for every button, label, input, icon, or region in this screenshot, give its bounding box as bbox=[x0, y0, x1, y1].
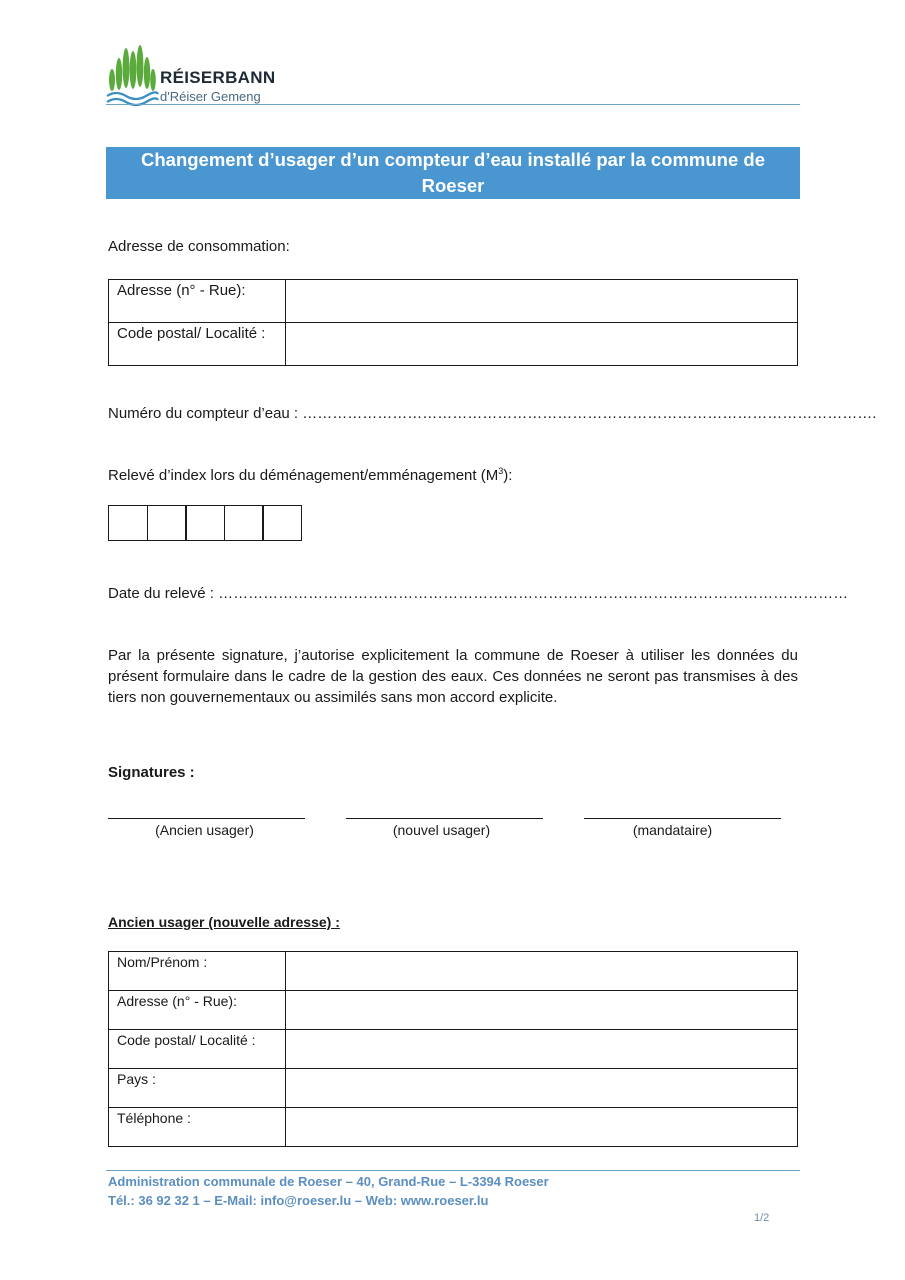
former-phone-field[interactable] bbox=[286, 1108, 798, 1147]
index-reading-label bbox=[108, 466, 512, 484]
table-row bbox=[109, 323, 798, 366]
footer-address: Administration communale de Roeser – 40, Grand-Rue – L-3394 Roeser bbox=[108, 1174, 549, 1189]
consent-paragraph: Par la présente signature, j’autorise explicitement la commune de Roeser à utiliser les données du présent formulaire dans le cadre de la gestion des eaux. Ces données ne seront pas transmises à des tiers non gouvernementaux ou assimilés sans mon accord explicite. bbox=[108, 647, 798, 706]
logo-name: RÉISERBANN bbox=[160, 68, 276, 87]
signature-caption-former-user: (Ancien usager) bbox=[155, 822, 254, 838]
index-digit-box[interactable] bbox=[108, 505, 148, 541]
table-row bbox=[109, 1069, 798, 1108]
footer-rule bbox=[106, 1170, 800, 1171]
trees-logo-icon bbox=[106, 52, 158, 108]
former-user-title: Ancien usager (nouvelle adresse) : bbox=[108, 914, 340, 930]
footer-contact: Tél.: 36 92 32 1 – E-Mail: info@roeser.lu – Web: www.roeser.lu bbox=[108, 1193, 489, 1208]
signature-line-representative[interactable] bbox=[584, 818, 781, 819]
address-street-label: Adresse (n° - Rue): bbox=[109, 280, 286, 323]
header-rule bbox=[106, 104, 800, 105]
form-title: Changement d’usager d’un compteur d’eau installé par la commune de Roeser bbox=[141, 149, 765, 196]
commune-logo bbox=[106, 52, 306, 108]
index-digit-box[interactable] bbox=[224, 505, 264, 541]
table-row bbox=[109, 991, 798, 1030]
former-user-table bbox=[108, 951, 798, 1147]
signature-caption-new-user: (nouvel usager) bbox=[392, 822, 491, 838]
former-street-field[interactable] bbox=[286, 991, 798, 1030]
index-reading-unit-exponent: 3 bbox=[498, 466, 504, 476]
former-street-label: Adresse (n° - Rue): bbox=[109, 991, 286, 1030]
signature-line-former-user[interactable] bbox=[108, 818, 305, 819]
table-row bbox=[109, 280, 798, 323]
table-row bbox=[109, 1030, 798, 1069]
former-postal-field[interactable] bbox=[286, 1030, 798, 1069]
index-digit-boxes bbox=[108, 505, 302, 541]
former-country-label: Pays : bbox=[109, 1069, 286, 1108]
former-name-label: Nom/Prénom : bbox=[109, 952, 286, 991]
former-postal-label: Code postal/ Localité : bbox=[109, 1030, 286, 1069]
meter-number-dots: ……………………………………………………………………………………………………. bbox=[302, 405, 877, 422]
table-row bbox=[109, 1108, 798, 1147]
page-number: 1/2 bbox=[754, 1212, 770, 1224]
table-row bbox=[109, 952, 798, 991]
index-digit-box[interactable] bbox=[147, 505, 187, 541]
former-name-field[interactable] bbox=[286, 952, 798, 991]
signatures-title: Signatures : bbox=[108, 764, 195, 781]
signature-caption-representative: (mandataire) bbox=[632, 822, 713, 838]
index-digit-box[interactable] bbox=[262, 505, 302, 541]
meter-number-line[interactable] bbox=[108, 405, 877, 422]
index-digit-box[interactable] bbox=[185, 505, 225, 541]
logo-tagline: d'Réiser Gemeng bbox=[160, 89, 261, 104]
reading-date-label: Date du relevé : bbox=[108, 585, 214, 602]
reading-date-line[interactable] bbox=[108, 585, 849, 602]
meter-number-label: Numéro du compteur d’eau : bbox=[108, 405, 299, 422]
form-title-band bbox=[106, 147, 800, 199]
reading-date-dots: ……………………………………………………………………………………………………………… bbox=[218, 585, 849, 602]
index-reading-suffix: ): bbox=[503, 467, 513, 484]
former-phone-label: Téléphone : bbox=[109, 1108, 286, 1147]
address-postal-label: Code postal/ Localité : bbox=[109, 323, 286, 366]
address-postal-field[interactable] bbox=[286, 323, 798, 366]
index-reading-text: Relevé d’index lors du déménagement/emménagement (M bbox=[108, 467, 499, 484]
consumption-address-table bbox=[108, 279, 798, 366]
address-street-field[interactable] bbox=[286, 280, 798, 323]
former-country-field[interactable] bbox=[286, 1069, 798, 1108]
signature-line-new-user[interactable] bbox=[346, 818, 543, 819]
consumption-address-label: Adresse de consommation: bbox=[108, 238, 290, 255]
